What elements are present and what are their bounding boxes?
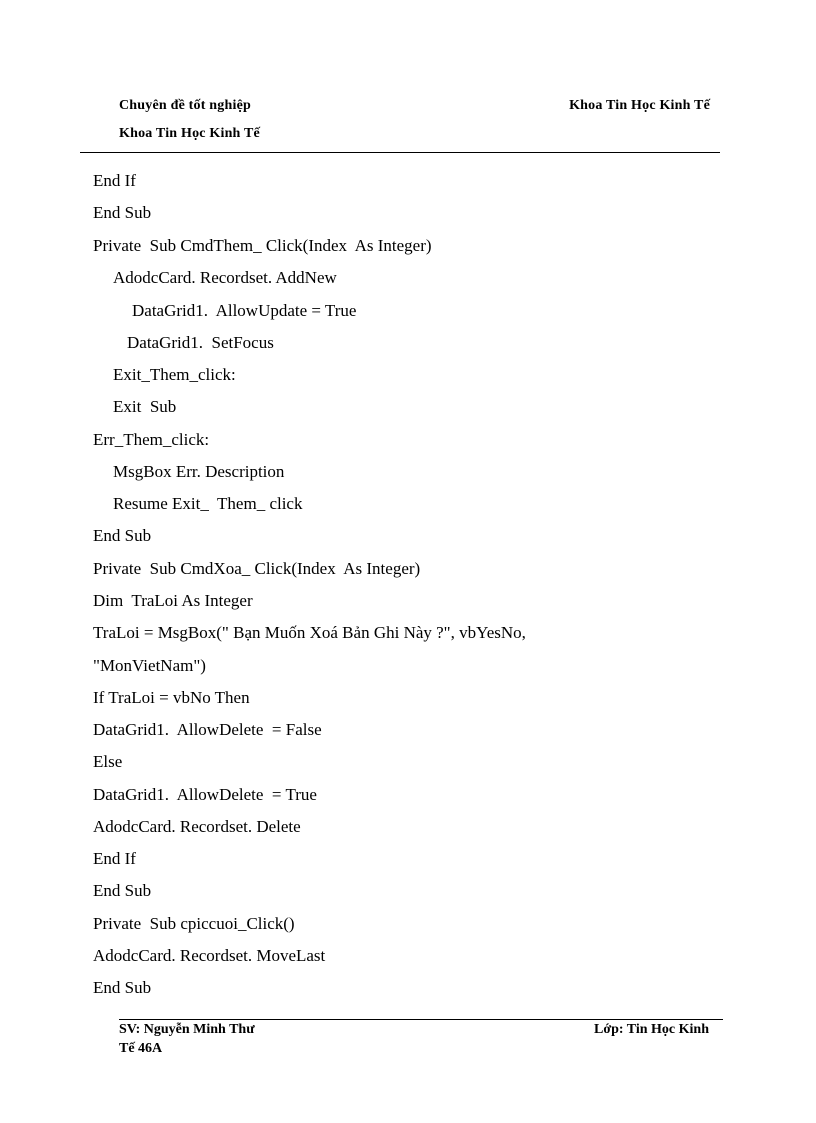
code-line: Else [93, 752, 123, 771]
code-line: AdodcCard. Recordset. MoveLast [93, 946, 326, 965]
code-line: DataGrid1. SetFocus [127, 333, 274, 352]
code-line: Resume Exit_ Them_ click [113, 494, 303, 513]
code-line: TraLoi = MsgBox(" Bạn Muốn Xoá Bản Ghi Này ?", vbYesNo, [93, 623, 526, 642]
footer-class-continued: Tế 46A [119, 1041, 163, 1056]
code-line: End Sub [93, 203, 152, 222]
code-line: If TraLoi = vbNo Then [93, 688, 250, 707]
code-line: "MonVietNam") [93, 656, 206, 675]
code-line: Private Sub CmdThem_ Click(Index As Integer) [93, 236, 432, 255]
code-line: MsgBox Err. Description [113, 462, 285, 481]
code-line: Exit_Them_click: [113, 365, 236, 384]
header-divider [80, 152, 720, 153]
footer-class: Lớp: Tin Học Kinh [593, 1022, 709, 1037]
code-line: Err_Them_click: [93, 430, 210, 449]
code-line: DataGrid1. AllowUpdate = True [132, 301, 357, 320]
code-line: AdodcCard. Recordset. AddNew [113, 268, 337, 287]
footer-student-name: SV: Nguyễn Minh Thư [119, 1022, 255, 1037]
header-faculty-right: Khoa Tin Học Kinh Tế [569, 98, 710, 113]
code-line: End Sub [93, 881, 152, 900]
code-line: AdodcCard. Recordset. Delete [93, 817, 301, 836]
code-line: DataGrid1. AllowDelete = False [93, 720, 322, 739]
code-line: End Sub [93, 978, 152, 997]
code-line: Private Sub CmdXoa_ Click(Index As Integer) [93, 559, 421, 578]
code-line: End If [93, 171, 136, 190]
code-line: DataGrid1. AllowDelete = True [93, 785, 317, 804]
code-line: End Sub [93, 526, 152, 545]
code-line: Exit Sub [113, 397, 177, 416]
footer-divider [119, 1019, 723, 1020]
header-faculty-left: Khoa Tin Học Kinh Tế [119, 126, 260, 141]
header-document-title: Chuyên đề tốt nghiệp [119, 98, 251, 113]
code-line: End If [93, 849, 136, 868]
code-line: Dim TraLoi As Integer [93, 591, 253, 610]
code-line: Private Sub cpiccuoi_Click() [93, 914, 295, 933]
